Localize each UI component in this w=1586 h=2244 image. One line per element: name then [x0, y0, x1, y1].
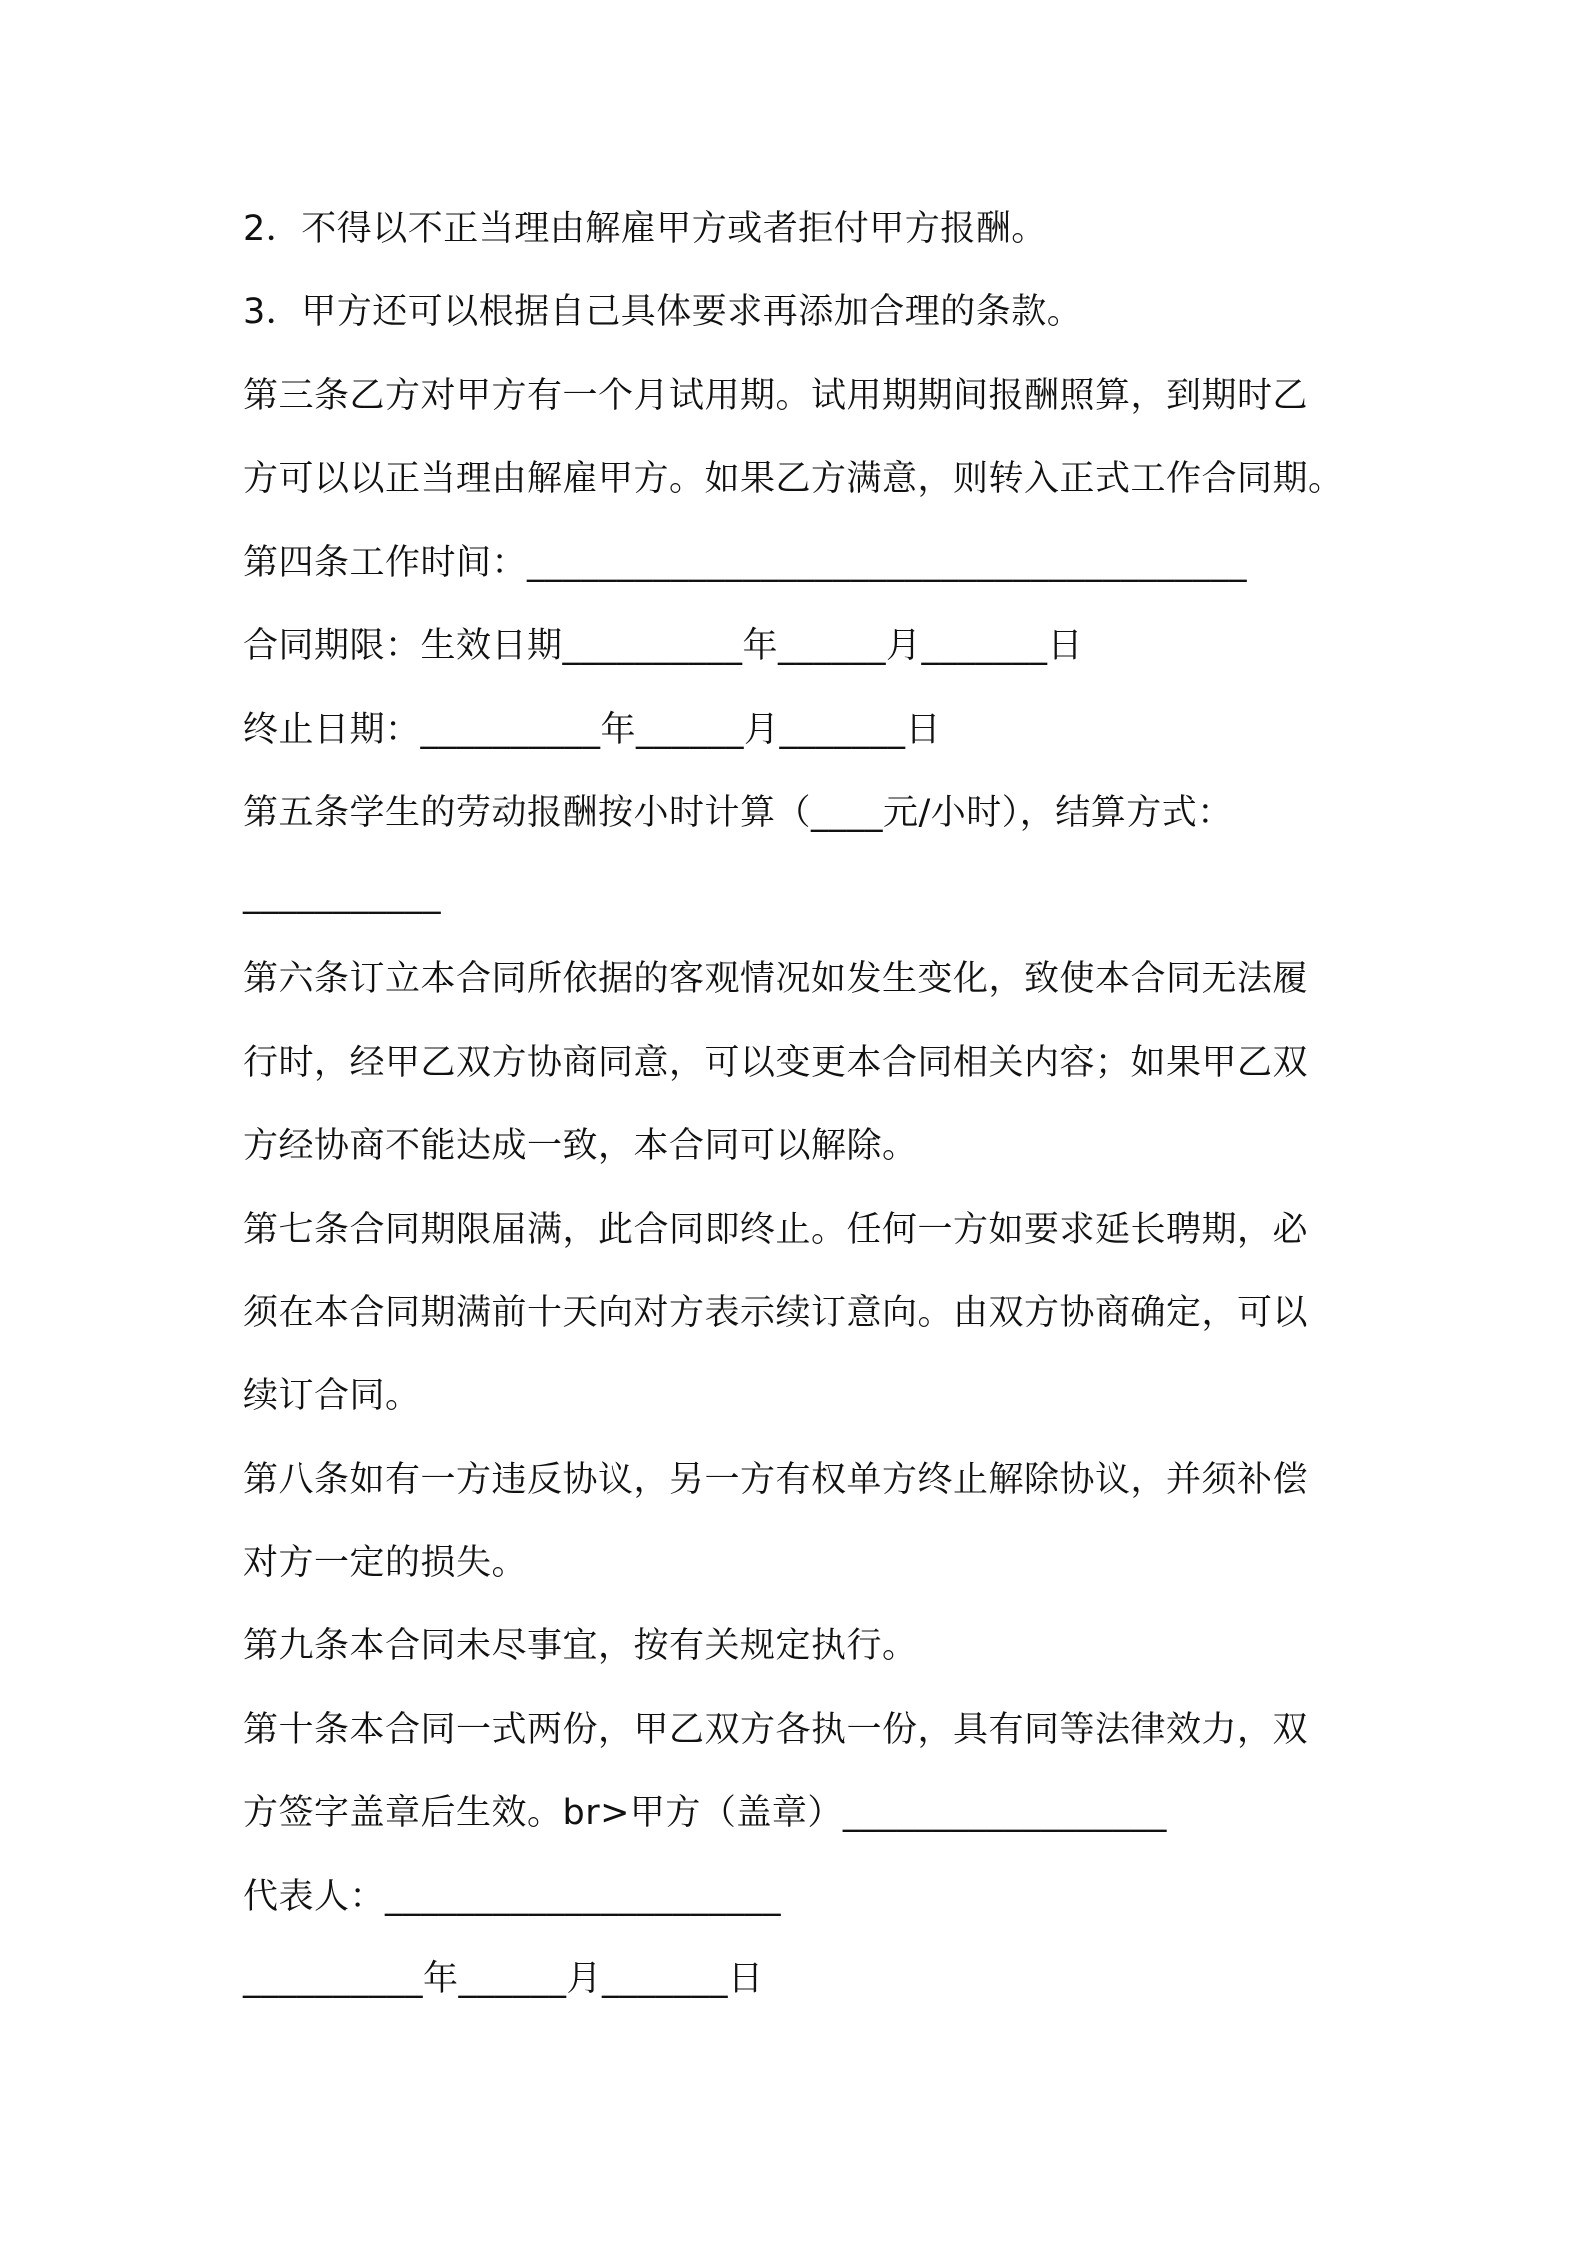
article-3-line-2: 方可以以正当理由解雇甲方。如果乙方满意，则转入正式工作合同期。 [243, 459, 1344, 499]
clause-2-line: 2．不得以不正当理由解雇甲方或者拒付甲方报酬。 [243, 209, 1047, 249]
article-6-line-1: 第六条订立本合同所依据的客观情况如发生变化，致使本合同无法履 [243, 959, 1309, 999]
article-10-line-1: 第十条本合同一式两份，甲乙双方各执一份，具有同等法律效力，双 [243, 1710, 1309, 1750]
article-3-line-1: 第三条乙方对甲方有一个月试用期。试用期期间报酬照算，到期时乙 [243, 376, 1309, 416]
article-6-line-3: 方经协商不能达成一致，本合同可以解除。 [243, 1126, 918, 1166]
article-6-line-2: 行时，经甲乙双方协商同意，可以变更本合同相关内容；如果甲乙双 [243, 1043, 1309, 1083]
article-8-line-2: 对方一定的损失。 [243, 1543, 528, 1583]
article-5-line-1: 第五条学生的劳动报酬按小时计算（____元/小时），结算方式： [243, 793, 1233, 833]
article-10-line-2: 方签字盖章后生效。br>甲方（盖章）__________________ [243, 1793, 1167, 1833]
article-7-line-3: 续订合同。 [243, 1376, 421, 1416]
article-8-line-1: 第八条如有一方违反协议，另一方有权单方终止解除协议，并须补偿 [243, 1460, 1309, 1500]
article-4-work-hours: 第四条工作时间：________________________________________ [243, 543, 1248, 583]
article-5-blank-line: ___________ [243, 875, 441, 915]
article-9-line: 第九条本合同未尽事宜，按有关规定执行。 [243, 1626, 918, 1666]
article-7-line-1: 第七条合同期限届满，此合同即终止。任何一方如要求延长聘期，必 [243, 1210, 1309, 1250]
clause-3-line: 3．甲方还可以根据自己具体要求再添加合理的条款。 [243, 292, 1083, 332]
article-7-line-2: 须在本合同期满前十天向对方表示续订意向。由双方协商确定，可以 [243, 1293, 1309, 1333]
representative-line: 代表人：______________________ [243, 1877, 782, 1917]
contract-term-end-date: 终止日期：__________年______月_______日 [243, 710, 942, 750]
contract-term-start-date: 合同期限：生效日期__________年______月_______日 [243, 626, 1084, 666]
signature-date-line: __________年______月_______日 [243, 1959, 764, 1999]
